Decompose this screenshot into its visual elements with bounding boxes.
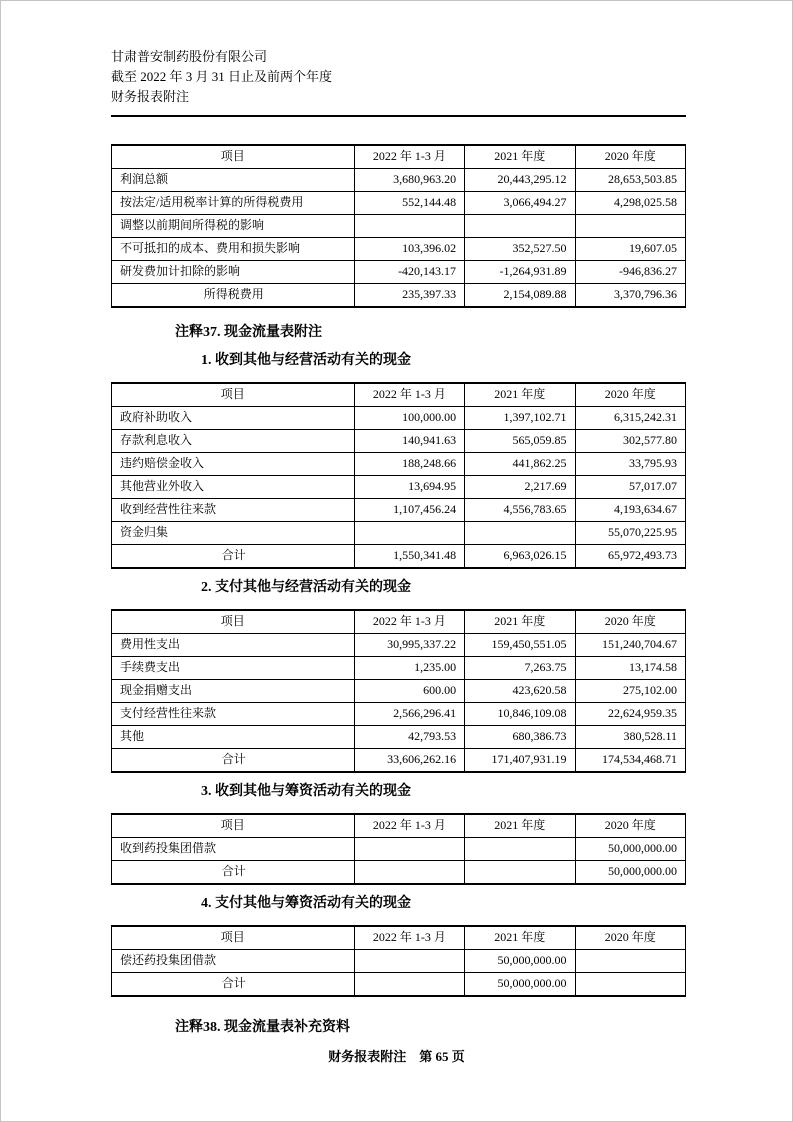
cell-value: 50,000,000.00 (575, 861, 685, 885)
row-label: 收到药投集团借款 (112, 838, 355, 861)
cell-value (354, 215, 464, 238)
cell-value: 19,607.05 (575, 238, 685, 261)
row-label: 违约赔偿金收入 (112, 453, 355, 476)
cell-value: 22,624,959.35 (575, 703, 685, 726)
cell-value: 55,070,225.95 (575, 522, 685, 545)
row-label: 其他 (112, 726, 355, 749)
cell-value: 42,793.53 (354, 726, 464, 749)
row-label: 研发费加计扣除的影响 (112, 261, 355, 284)
cell-value: 3,680,963.20 (354, 169, 464, 192)
column-header: 2021 年度 (465, 145, 575, 169)
table-row (112, 634, 686, 657)
table-row (112, 499, 686, 522)
cell-value: 140,941.63 (354, 430, 464, 453)
cell-value: 13,174.58 (575, 657, 685, 680)
cell-value: 6,315,242.31 (575, 407, 685, 430)
column-header: 2020 年度 (575, 926, 685, 950)
column-header: 2022 年 1-3 月 (354, 610, 464, 634)
table-row (112, 169, 686, 192)
row-label: 不可抵扣的成本、费用和损失影响 (112, 238, 355, 261)
row-label: 现金捐赠支出 (112, 680, 355, 703)
cell-value: 13,694.95 (354, 476, 464, 499)
row-label: 所得税费用 (112, 284, 355, 308)
column-header: 项目 (112, 383, 355, 407)
table-row (112, 973, 686, 997)
row-label: 资金归集 (112, 522, 355, 545)
row-label: 合计 (112, 861, 355, 885)
cell-value (575, 215, 685, 238)
cell-value: 7,263.75 (465, 657, 575, 680)
subsection-3-heading: 3. 收到其他与筹资活动有关的现金 (201, 784, 411, 799)
cell-value: 20,443,295.12 (465, 169, 575, 192)
column-header: 2020 年度 (575, 814, 685, 838)
table-row (112, 476, 686, 499)
cell-value: 235,397.33 (354, 284, 464, 308)
table-header-row (112, 610, 686, 634)
document-header (111, 47, 686, 107)
cell-value: 33,606,262.16 (354, 749, 464, 773)
cell-value (354, 973, 464, 997)
cell-value: 174,534,468.71 (575, 749, 685, 773)
other-financing-cash-paid-table (111, 925, 686, 997)
row-label: 利润总额 (112, 169, 355, 192)
cell-value: 151,240,704.67 (575, 634, 685, 657)
cell-value (354, 522, 464, 545)
cell-value: 4,298,025.58 (575, 192, 685, 215)
cell-value: 302,577.80 (575, 430, 685, 453)
other-financing-cash-received-table (111, 813, 686, 885)
cell-value (465, 522, 575, 545)
cell-value: 1,550,341.48 (354, 545, 464, 569)
table-row (112, 657, 686, 680)
table-row (112, 838, 686, 861)
cell-value: 275,102.00 (575, 680, 685, 703)
cell-value: 1,107,456.24 (354, 499, 464, 522)
table-row (112, 453, 686, 476)
cell-value: 50,000,000.00 (465, 950, 575, 973)
cell-value: 30,995,337.22 (354, 634, 464, 657)
cell-value: 441,862.25 (465, 453, 575, 476)
row-label: 合计 (112, 749, 355, 773)
cell-value: -420,143.17 (354, 261, 464, 284)
table-row (112, 950, 686, 973)
column-header: 2020 年度 (575, 145, 685, 169)
column-header: 项目 (112, 145, 355, 169)
column-header: 2020 年度 (575, 383, 685, 407)
row-label: 政府补助收入 (112, 407, 355, 430)
table-row (112, 545, 686, 569)
footer-text: 财务报表附注 第 65 页 (328, 1049, 465, 1064)
other-operating-cash-paid-table (111, 609, 686, 773)
cell-value: 4,556,783.65 (465, 499, 575, 522)
cell-value (575, 950, 685, 973)
column-header: 2022 年 1-3 月 (354, 145, 464, 169)
table-row (112, 192, 686, 215)
row-label: 调整以前期间所得税的影响 (112, 215, 355, 238)
column-header: 2021 年度 (465, 814, 575, 838)
document-title: 财务报表附注 (111, 89, 190, 104)
cell-value: 2,217.69 (465, 476, 575, 499)
cell-value: 1,235.00 (354, 657, 464, 680)
cell-value: -946,836.27 (575, 261, 685, 284)
cell-value (354, 950, 464, 973)
income-tax-reconciliation-table (111, 144, 686, 308)
table-row (112, 522, 686, 545)
cell-value: 552,144.48 (354, 192, 464, 215)
column-header: 2021 年度 (465, 383, 575, 407)
cell-value: 100,000.00 (354, 407, 464, 430)
cell-value: 188,248.66 (354, 453, 464, 476)
cell-value: 3,370,796.36 (575, 284, 685, 308)
column-header: 2021 年度 (465, 926, 575, 950)
cell-value: 10,846,109.08 (465, 703, 575, 726)
row-label: 其他营业外收入 (112, 476, 355, 499)
table-row (112, 215, 686, 238)
row-label: 合计 (112, 973, 355, 997)
table-row (112, 238, 686, 261)
row-label: 按法定/适用税率计算的所得税费用 (112, 192, 355, 215)
period-line: 截至 2022 年 3 月 31 日止及前两个年度 (111, 69, 333, 84)
cell-value: 65,972,493.73 (575, 545, 685, 569)
cell-value: 352,527.50 (465, 238, 575, 261)
column-header: 2021 年度 (465, 610, 575, 634)
cell-value: 28,653,503.85 (575, 169, 685, 192)
page-footer (1, 1046, 792, 1065)
cell-value: 159,450,551.05 (465, 634, 575, 657)
row-label: 手续费支出 (112, 657, 355, 680)
note38-heading: 注释38. 现金流量表补充资料 (175, 1020, 350, 1035)
cell-value: 171,407,931.19 (465, 749, 575, 773)
cell-value: 380,528.11 (575, 726, 685, 749)
column-header: 2022 年 1-3 月 (354, 814, 464, 838)
row-label: 支付经营性往来款 (112, 703, 355, 726)
row-label: 合计 (112, 545, 355, 569)
subsection-4-heading: 4. 支付其他与筹资活动有关的现金 (201, 896, 411, 911)
table-row (112, 284, 686, 308)
other-operating-cash-received-table (111, 382, 686, 569)
table-row (112, 749, 686, 773)
company-name: 甘肃普安制药股份有限公司 (111, 49, 268, 64)
column-header: 2022 年 1-3 月 (354, 926, 464, 950)
row-label: 收到经营性往来款 (112, 499, 355, 522)
cell-value: 4,193,634.67 (575, 499, 685, 522)
column-header: 项目 (112, 926, 355, 950)
cell-value: 3,066,494.27 (465, 192, 575, 215)
table-header-row (112, 926, 686, 950)
page-content (1, 1, 792, 1037)
cell-value (354, 861, 464, 885)
row-label: 费用性支出 (112, 634, 355, 657)
header-rule (111, 115, 686, 117)
cell-value: 6,963,026.15 (465, 545, 575, 569)
table-header-row (112, 814, 686, 838)
table-header-row (112, 145, 686, 169)
cell-value: 57,017.07 (575, 476, 685, 499)
cell-value: 2,154,089.88 (465, 284, 575, 308)
row-label: 偿还药投集团借款 (112, 950, 355, 973)
cell-value: 423,620.58 (465, 680, 575, 703)
cell-value (465, 215, 575, 238)
cell-value: 50,000,000.00 (575, 838, 685, 861)
cell-value (575, 973, 685, 997)
cell-value: 50,000,000.00 (465, 973, 575, 997)
cell-value: 33,795.93 (575, 453, 685, 476)
table-row (112, 861, 686, 885)
table-row (112, 726, 686, 749)
row-label: 存款利息收入 (112, 430, 355, 453)
cell-value: -1,264,931.89 (465, 261, 575, 284)
subsection-2-heading: 2. 支付其他与经营活动有关的现金 (201, 580, 411, 595)
cell-value (465, 861, 575, 885)
column-header: 2020 年度 (575, 610, 685, 634)
table-row (112, 703, 686, 726)
cell-value: 565,059.85 (465, 430, 575, 453)
subsection-1-heading: 1. 收到其他与经营活动有关的现金 (201, 353, 411, 368)
cell-value: 103,396.02 (354, 238, 464, 261)
column-header: 2022 年 1-3 月 (354, 383, 464, 407)
table-row (112, 430, 686, 453)
cell-value: 600.00 (354, 680, 464, 703)
column-header: 项目 (112, 814, 355, 838)
table-row (112, 261, 686, 284)
note37-heading: 注释37. 现金流量表附注 (175, 325, 322, 340)
cell-value: 1,397,102.71 (465, 407, 575, 430)
cell-value (354, 838, 464, 861)
cell-value (465, 838, 575, 861)
table-header-row (112, 383, 686, 407)
column-header: 项目 (112, 610, 355, 634)
cell-value: 2,566,296.41 (354, 703, 464, 726)
table-row (112, 407, 686, 430)
cell-value: 680,386.73 (465, 726, 575, 749)
table-row (112, 680, 686, 703)
